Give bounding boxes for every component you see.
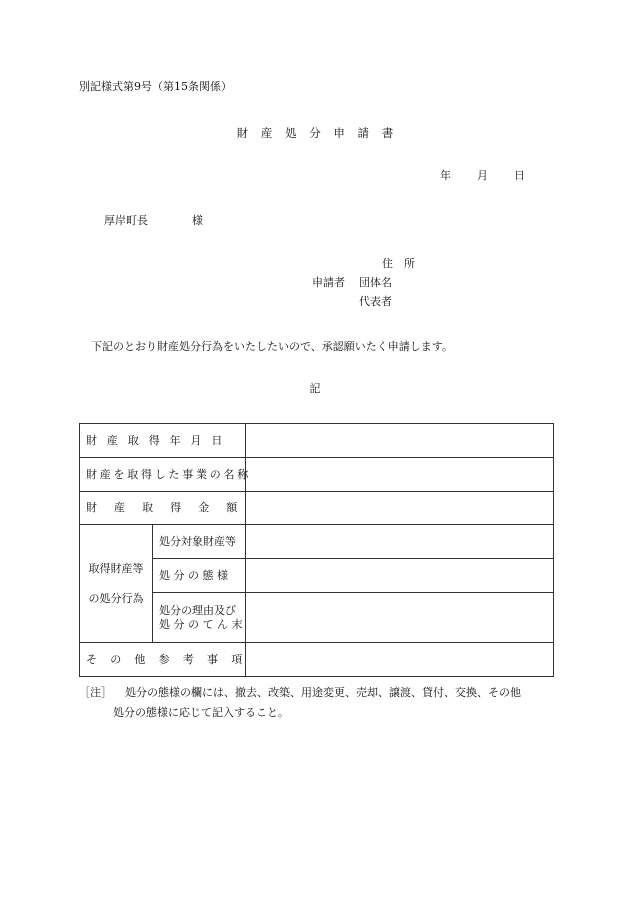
address-label: 住 所 <box>382 257 415 270</box>
applicant-role: 申請者 <box>312 276 345 289</box>
date-day: 日 <box>514 169 525 182</box>
addressee-honorific: 様 <box>192 214 203 227</box>
other-notes-value[interactable] <box>246 643 554 677</box>
disposal-target-label: 処分対象財産等 <box>153 525 246 559</box>
disposal-reason-value[interactable] <box>246 593 554 643</box>
disposal-mode-value[interactable] <box>246 559 554 593</box>
addressee <box>104 214 203 228</box>
disposal-reason-label <box>153 593 246 643</box>
acquisition-amount-label: 財産取得金額 <box>80 492 246 525</box>
addressee-name: 厚岸町長 <box>104 214 148 227</box>
representative-label: 代表者 <box>359 295 392 308</box>
business-name-value[interactable] <box>246 458 554 492</box>
disposal-reason-line2: 処 分 の て ん 末 <box>159 617 243 631</box>
date-line <box>440 169 525 183</box>
note-line2: 処分の態様に応じて記入すること。 <box>113 706 289 719</box>
statement: 下記のとおり財産処分行為をいたしたいので、承認願いたく申請します。 <box>91 340 453 353</box>
date-year: 年 <box>440 169 451 182</box>
note-label: ［注］ <box>79 686 112 699</box>
disposal-table <box>79 423 554 677</box>
other-notes-label: その他参考事項 <box>80 643 246 677</box>
business-name-label: 財産を取得した事業の名称 <box>80 458 246 492</box>
disposal-reason-line1: 処分の理由及び <box>159 603 236 617</box>
note <box>79 686 521 700</box>
group-label-line1: 取得財産等 <box>88 561 144 575</box>
date-month: 月 <box>477 169 488 182</box>
table-row <box>80 424 554 458</box>
applicant-block <box>312 257 415 314</box>
table-row <box>80 643 554 677</box>
ki-heading: 記 <box>309 382 321 395</box>
acquisition-date-label: 財産取得年月日 <box>80 424 246 458</box>
form-number: 別記様式第9号（第15条関係） <box>79 80 232 93</box>
disposal-mode-label: 処 分 の 態 様 <box>153 559 246 593</box>
acquisition-date-value[interactable] <box>246 424 554 458</box>
table-row <box>80 458 554 492</box>
acquisition-amount-value[interactable] <box>246 492 554 525</box>
disposal-group-label <box>80 525 153 643</box>
disposal-target-value[interactable] <box>246 525 554 559</box>
note-line1: 処分の態様の欄には、撤去、改築、用途変更、売却、譲渡、貸付、交換、その他 <box>125 686 521 699</box>
document-title: 財 産 処 分 申 請 書 <box>236 126 394 140</box>
group-name-label: 団体名 <box>359 276 392 289</box>
group-label-line2: の処分行為 <box>88 591 144 605</box>
table-row <box>80 525 554 559</box>
table-row <box>80 492 554 525</box>
